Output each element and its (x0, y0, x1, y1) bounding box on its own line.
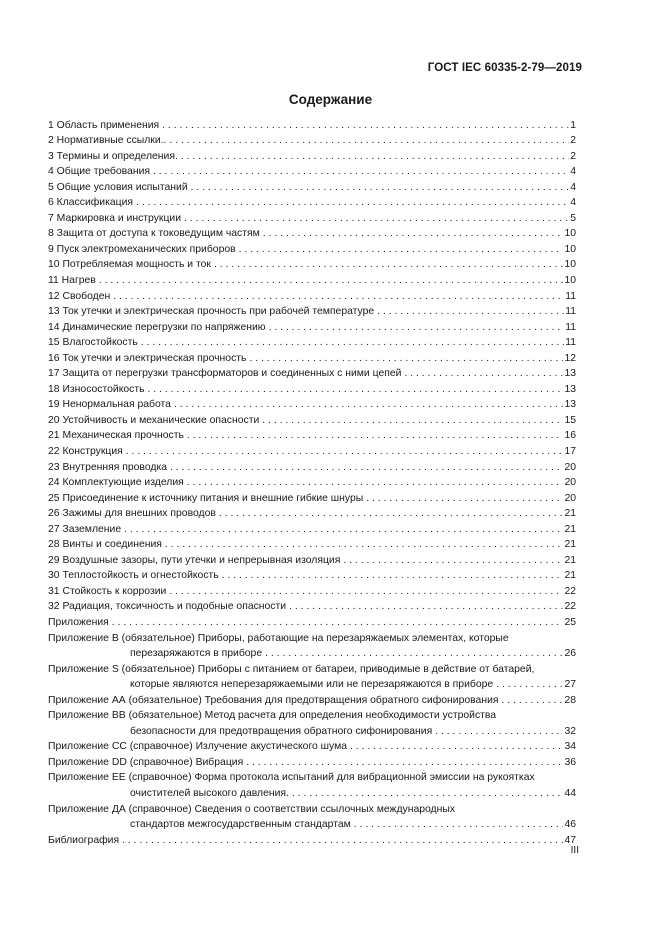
toc-entry-page: 46 (564, 819, 576, 831)
page-number: III (570, 845, 579, 856)
toc-entry-page: 47 (564, 834, 576, 846)
toc-entry-page: 2 (570, 135, 576, 147)
dot-leader (99, 273, 564, 289)
dot-leader (122, 833, 563, 849)
toc-entry-page: 10 (564, 243, 576, 255)
toc-entry-title: 14 Динамические перегрузки по напряжению (48, 321, 266, 333)
toc-entry-page: 27 (564, 679, 576, 691)
toc-entry (48, 537, 576, 553)
dot-leader (366, 491, 563, 507)
toc-entry (48, 211, 576, 227)
toc-entry-page: 21 (564, 508, 576, 520)
toc-entry (48, 770, 576, 786)
dot-leader (113, 289, 564, 305)
toc-entry-title: 17 Защита от перегрузки трансформаторов и соединенных с ними цепей (48, 368, 402, 380)
toc-entry-page: 13 (564, 399, 576, 411)
toc-entry (48, 802, 576, 818)
document-id-header: ГОСТ IEC 60335-2-79—2019 (427, 62, 582, 74)
toc-entry (48, 553, 576, 569)
toc-entry-title: Приложение СС (справочное) Излучение акустического шума (48, 741, 348, 753)
dot-leader (263, 226, 564, 242)
toc-entry (48, 460, 576, 476)
toc-entry-title: 30 Теплостойкость и огнестойкость (48, 570, 219, 582)
toc-entry-title: 18 Износостойкость (48, 383, 145, 395)
toc-entry (48, 755, 576, 771)
dot-leader (239, 242, 564, 258)
toc-entry-title: которые являются неперезаряжаемыми или не перезаряжаются в приборе (130, 679, 494, 691)
toc-entry-page: 10 (564, 274, 576, 286)
toc-entry-page: 1 (570, 119, 576, 131)
toc-entry-page: 15 (564, 414, 576, 426)
toc-entry-title: 9 Пуск электромеханических приборов (48, 243, 236, 255)
dot-leader (187, 475, 564, 491)
dot-leader (181, 149, 569, 165)
toc-entry-title: 3 Термины и определения. (48, 150, 178, 162)
toc-entry (48, 304, 576, 320)
toc-entry-title: 32 Радиация, токсичность и подобные опасности (48, 601, 287, 613)
toc-entry (48, 257, 576, 273)
dot-leader (187, 428, 564, 444)
toc-entry (48, 397, 576, 413)
dot-leader (174, 397, 564, 413)
toc-entry-title: 10 Потребляемая мощность и ток (48, 259, 211, 271)
toc-entry (48, 242, 576, 258)
dot-leader (169, 133, 569, 149)
toc-entry (48, 646, 576, 662)
toc-entry (48, 615, 576, 631)
toc-entry-page: 5 (570, 212, 576, 224)
page-title: Содержание (288, 92, 373, 107)
toc-entry-page: 10 (564, 228, 576, 240)
dot-leader (289, 599, 563, 615)
dot-leader (112, 615, 564, 631)
dot-leader (219, 506, 564, 522)
toc-entry-title: 29 Воздушные зазоры, пути утечки и непрерывная изоляция (48, 554, 341, 566)
dot-leader (269, 320, 565, 336)
table-of-contents (48, 118, 576, 849)
dot-leader (136, 195, 569, 211)
toc-entry-title: 22 Конструкция (48, 445, 123, 457)
toc-entry (48, 491, 576, 507)
toc-entry-page: 22 (564, 585, 576, 597)
toc-entry (48, 568, 576, 584)
dot-leader (184, 211, 569, 227)
toc-entry-page: 4 (570, 197, 576, 209)
toc-entry-page: 12 (564, 352, 576, 364)
toc-entry-page: 4 (570, 166, 576, 178)
dot-leader (350, 739, 563, 755)
dot-leader (170, 460, 563, 476)
toc-entry-page: 17 (564, 445, 576, 457)
toc-entry (48, 444, 576, 460)
toc-entry-title: 5 Общие условия испытаний (48, 181, 188, 193)
dot-leader (502, 693, 564, 709)
toc-entry (48, 149, 576, 165)
dot-leader (148, 382, 564, 398)
toc-entry-page: 13 (564, 368, 576, 380)
toc-entry-page: 44 (564, 788, 576, 800)
toc-entry-page: 2 (570, 150, 576, 162)
toc-entry (48, 366, 576, 382)
toc-entry (48, 428, 576, 444)
dot-leader (404, 366, 563, 382)
toc-entry-title: 11 Нагрев (48, 274, 96, 286)
dot-leader (292, 786, 564, 802)
toc-entry-page: 21 (564, 539, 576, 551)
toc-entry (48, 786, 576, 802)
toc-entry-title: Приложение ДА (справочное) Сведения о соответствии ссылочных международных (48, 803, 456, 815)
dot-leader (141, 335, 564, 351)
toc-entry (48, 833, 576, 849)
toc-entry-page: 20 (564, 492, 576, 504)
toc-entry (48, 180, 576, 196)
toc-entry (48, 599, 576, 615)
dot-leader (343, 553, 563, 569)
toc-entry-page: 13 (564, 383, 576, 395)
toc-entry (48, 351, 576, 367)
toc-entry (48, 631, 576, 647)
toc-entry-title: Приложение S (обязательное) Приборы с питанием от батареи, приводимые в действие от батарей, (48, 663, 535, 675)
dot-leader (265, 646, 563, 662)
toc-entry-page: 34 (564, 741, 576, 753)
toc-entry-title: Приложение DD (справочное) Вибрация (48, 756, 244, 768)
toc-entry-title: 8 Защита от доступа к токоведущим частям (48, 228, 260, 240)
toc-entry-title: безопасности для предотвращения обратного сифонирования (130, 725, 433, 737)
dot-leader (496, 677, 563, 693)
dot-leader (222, 568, 564, 584)
toc-entry (48, 662, 576, 678)
dot-leader (162, 118, 569, 134)
dot-leader (249, 351, 563, 367)
toc-entry (48, 273, 576, 289)
toc-entry-title: 12 Свободен (48, 290, 111, 302)
toc-entry-title: 21 Механическая прочность (48, 430, 184, 442)
dot-leader (262, 413, 563, 429)
toc-entry (48, 289, 576, 305)
toc-entry-title: Приложение В (обязательное) Приборы, работающие на перезаряжаемых элементах, которые (48, 632, 509, 644)
toc-entry-page: 16 (564, 430, 576, 442)
toc-entry-title: перезаряжаются в приборе (130, 648, 263, 660)
dot-leader (214, 257, 563, 273)
toc-entry-page: 20 (564, 477, 576, 489)
toc-entry-page: 11 (565, 290, 576, 302)
toc-entry-title: 2 Нормативные ссылки.. (48, 135, 167, 147)
toc-entry (48, 475, 576, 491)
toc-entry-title: 26 Зажимы для внешних проводов (48, 508, 216, 520)
toc-entry-title: очистителей высокого давления. (130, 788, 289, 800)
toc-entry (48, 677, 576, 693)
toc-entry-page: 21 (564, 554, 576, 566)
toc-entry (48, 693, 576, 709)
toc-entry (48, 133, 576, 149)
dot-leader (124, 522, 563, 538)
toc-entry (48, 195, 576, 211)
toc-entry-page: 11 (565, 337, 576, 349)
toc-entry-title: стандартов межгосударственным стандартам (130, 819, 351, 831)
dot-leader (246, 755, 563, 771)
toc-entry (48, 118, 576, 134)
toc-entry-title: 7 Маркировка и инструкции (48, 212, 182, 224)
toc-entry (48, 708, 576, 724)
toc-entry-title: 25 Присоединение к источнику питания и внешние гибкие шнуры (48, 492, 364, 504)
toc-entry-title: 28 Винты и соединения (48, 539, 162, 551)
toc-entry-title: 27 Заземление (48, 523, 122, 535)
toc-entry-title: 1 Область применения (48, 119, 160, 131)
toc-entry-page: 20 (564, 461, 576, 473)
toc-entry (48, 413, 576, 429)
dot-leader (126, 444, 564, 460)
toc-entry-title: 4 Общие требования (48, 166, 150, 178)
toc-entry-page: 26 (564, 648, 576, 660)
toc-entry-title: 23 Внутренняя проводка (48, 461, 167, 473)
dot-leader (435, 724, 563, 740)
dot-leader (377, 304, 564, 320)
toc-entry-page: 21 (564, 523, 576, 535)
dot-leader (165, 537, 564, 553)
toc-entry-title: Приложения (48, 617, 109, 628)
toc-entry-title: 15 Влагостойкость (48, 337, 138, 349)
toc-entry (48, 724, 576, 740)
toc-entry-page: 11 (565, 321, 576, 333)
toc-entry (48, 164, 576, 180)
toc-entry (48, 817, 576, 833)
toc-entry-title: Приложение ВВ (обязательное) Метод расчета для определения необходимости устройства (48, 710, 497, 722)
toc-entry-page: 21 (564, 570, 576, 582)
dot-leader (169, 584, 563, 600)
toc-entry-page: 22 (564, 601, 576, 613)
dot-leader (354, 817, 564, 833)
toc-entry-page: 28 (564, 694, 576, 706)
toc-entry (48, 226, 576, 242)
toc-entry-title: 20 Устойчивость и механические опасности (48, 414, 260, 426)
toc-entry (48, 320, 576, 336)
toc-entry-title: 24 Комплектующие изделия (48, 477, 184, 489)
toc-entry-title: 6 Классификация (48, 197, 134, 209)
toc-entry-title: Приложение АА (обязательное) Требования для предотвращения обратного сифонирования (48, 694, 499, 706)
toc-entry (48, 584, 576, 600)
toc-entry-title: Приложение ЕЕ (справочное) Форма протокола испытаний для вибрационной эмиссии на рукоятках (48, 772, 535, 784)
toc-entry-title: 13 Ток утечки и электрическая прочность при рабочей температуре (48, 306, 375, 318)
dot-leader (153, 164, 569, 180)
toc-entry-page: 36 (564, 756, 576, 768)
toc-entry-page: 25 (564, 617, 576, 628)
toc-entry-page: 4 (570, 181, 576, 193)
toc-entry-title: Библиография (48, 834, 120, 846)
toc-entry-page: 32 (564, 725, 576, 737)
toc-entry-title: 31 Стойкость к коррозии (48, 585, 167, 597)
toc-entry-title: 16 Ток утечки и электрическая прочность (48, 352, 247, 364)
toc-entry (48, 522, 576, 538)
toc-entry (48, 506, 576, 522)
toc-entry (48, 382, 576, 398)
toc-entry-page: 11 (565, 306, 576, 318)
toc-entry-title: 19 Ненормальная работа (48, 399, 171, 411)
dot-leader (191, 180, 570, 196)
toc-entry (48, 739, 576, 755)
toc-entry (48, 335, 576, 351)
toc-entry-page: 10 (564, 259, 576, 271)
